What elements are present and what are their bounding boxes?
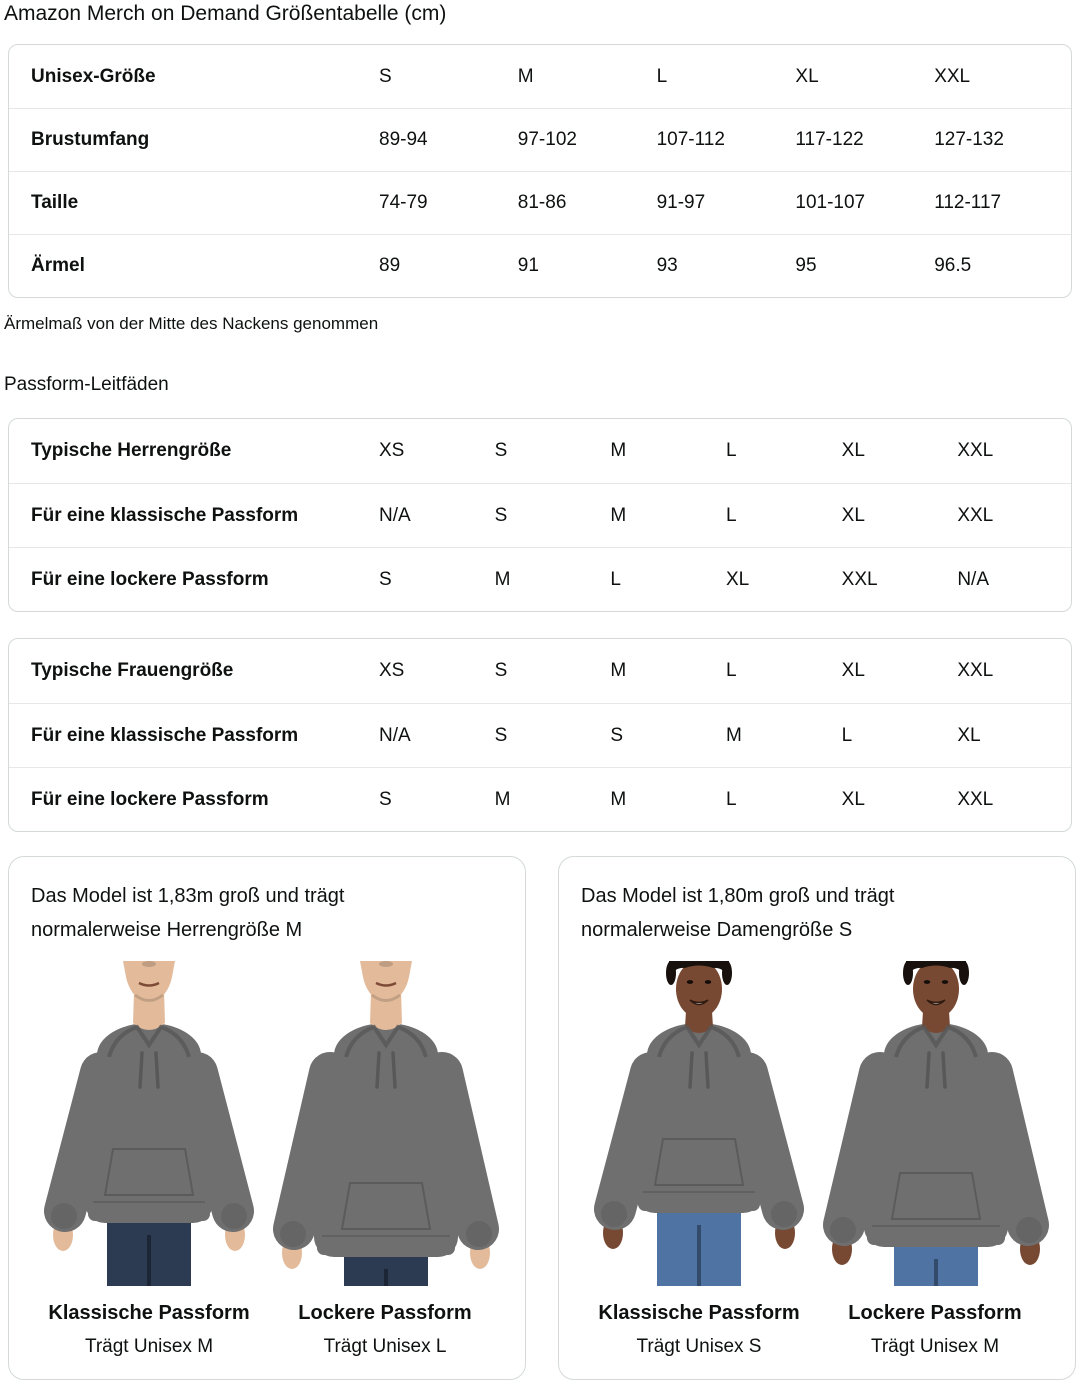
row-label: Für eine klassische Passform	[31, 504, 299, 526]
womens-fit-table	[8, 638, 1072, 832]
fit-size-value: M	[494, 788, 511, 810]
model-cards-section	[8, 856, 1072, 1380]
female-model-card	[558, 856, 1076, 1380]
fit-size-value: XS	[379, 660, 405, 681]
fit-label: Lockere Passform	[848, 1302, 1022, 1324]
measurement-value: 112-117	[934, 192, 1002, 213]
model-photo-classic-fit	[31, 961, 266, 1286]
row-label: Für eine lockere Passform	[31, 568, 269, 590]
measurement-value: 89	[379, 255, 401, 276]
fit-size-value: XL	[841, 440, 865, 461]
unisex-size-table	[8, 44, 1072, 298]
fit-size-value: M	[610, 504, 627, 526]
fit-size-value: N/A	[957, 568, 990, 590]
fit-size-value: N/A	[379, 504, 411, 526]
size-col-header: M	[517, 65, 534, 87]
fit-size-value: L	[725, 504, 737, 526]
row-label: Unisex-Größe	[31, 65, 156, 87]
fit-size-value: L	[841, 724, 853, 746]
measurement-value: 89-94	[379, 129, 428, 150]
photo-captions	[31, 1302, 503, 1358]
fit-size-value: XXL	[957, 440, 994, 461]
table-row	[9, 703, 1071, 767]
size-col-header: L	[656, 65, 668, 87]
table-row	[9, 108, 1071, 171]
worn-size-label: Trägt Unisex S	[636, 1336, 762, 1357]
measurement-value: 107-112	[656, 129, 725, 150]
worn-size-label: Trägt Unisex L	[323, 1336, 447, 1357]
measurement-value: 117-122	[795, 129, 864, 150]
fit-size-value: XXL	[957, 504, 994, 526]
fit-size-value: XL	[725, 568, 750, 590]
table-header-row	[9, 45, 1071, 108]
row-label: Typische Frauengröße	[31, 660, 234, 681]
row-label: Für eine lockere Passform	[31, 788, 269, 810]
measurement-value: 81-86	[517, 192, 567, 213]
fit-size-value: XL	[841, 660, 865, 681]
male-model-card	[8, 856, 526, 1380]
fit-label: Klassische Passform	[48, 1302, 250, 1324]
fit-size-value: XXL	[957, 788, 994, 810]
model-photo-loose-fit	[818, 961, 1053, 1286]
sleeve-measure-note: Ärmelmaß von der Mitte des Nackens genommen	[4, 314, 379, 333]
fit-size-value: M	[494, 568, 511, 590]
fit-label: Lockere Passform	[298, 1302, 472, 1324]
caption-classic-fit	[581, 1302, 817, 1358]
fit-size-value: XXL	[841, 568, 878, 590]
fit-size-value: L	[725, 440, 737, 461]
worn-size-label: Trägt Unisex M	[84, 1336, 214, 1357]
measurement-value: 101-107	[795, 192, 866, 213]
table-row	[9, 171, 1071, 234]
measurement-value: 74-79	[379, 192, 428, 213]
fit-size-value: S	[494, 440, 508, 461]
fit-size-value: XL	[957, 724, 981, 746]
fit-label: Klassische Passform	[598, 1302, 800, 1324]
table-row	[9, 234, 1071, 297]
caption-loose-fit	[817, 1302, 1053, 1358]
fit-size-value: L	[610, 568, 621, 590]
fit-size-value: M	[610, 660, 627, 681]
size-col-header: S	[379, 65, 392, 87]
fit-size-value: S	[494, 660, 508, 681]
fit-guides-heading: Passform-Leitfäden	[4, 374, 169, 395]
measurement-value: 91	[517, 255, 539, 276]
row-label: Brustumfang	[31, 129, 150, 150]
fit-size-value: M	[610, 788, 627, 810]
fit-size-value: L	[725, 660, 737, 681]
fit-size-value: M	[725, 724, 742, 746]
photo-captions	[581, 1302, 1053, 1358]
measurement-value: 97-102	[517, 129, 577, 150]
fit-size-value: S	[494, 724, 508, 746]
measurement-value: 93	[656, 255, 678, 276]
fit-size-value: XL	[841, 504, 865, 526]
fit-size-value: N/A	[379, 724, 411, 746]
measurement-value: 95	[795, 255, 817, 276]
fit-size-value: XL	[841, 788, 865, 810]
fit-size-value: L	[725, 788, 737, 810]
model-photo-classic-fit	[581, 961, 816, 1286]
fit-size-value: M	[610, 440, 627, 461]
fit-size-value: S	[379, 788, 392, 810]
row-label: Ärmel	[31, 255, 85, 276]
caption-classic-fit	[31, 1302, 267, 1358]
model-description: Das Model ist 1,83m groß und trägt normalerweise Herrengröße M	[31, 885, 345, 941]
size-col-header: XL	[795, 65, 819, 87]
fit-size-value: S	[494, 504, 508, 526]
model-description: Das Model ist 1,80m groß und trägt normalerweise Damengröße S	[581, 885, 895, 941]
table-row	[9, 483, 1071, 547]
fit-size-value: S	[610, 724, 624, 746]
table-row	[9, 419, 1071, 483]
model-photos	[581, 961, 1053, 1286]
row-label: Für eine klassische Passform	[31, 724, 299, 746]
page-title: Amazon Merch on Demand Größentabelle (cm)	[4, 2, 447, 25]
size-col-header: XXL	[934, 65, 971, 87]
row-label: Typische Herrengröße	[31, 440, 232, 461]
fit-size-value: XXL	[957, 660, 994, 681]
measurement-value: 127-132	[934, 129, 1004, 150]
mens-fit-table	[8, 418, 1072, 612]
table-row	[9, 547, 1071, 611]
fit-size-value: S	[379, 568, 392, 590]
model-photos	[31, 961, 503, 1286]
row-label: Taille	[31, 192, 79, 213]
caption-loose-fit	[267, 1302, 503, 1358]
table-row	[9, 639, 1071, 703]
worn-size-label: Trägt Unisex M	[870, 1336, 1000, 1357]
measurement-value: 91-97	[656, 192, 706, 213]
table-row	[9, 767, 1071, 831]
fit-size-value: XS	[379, 440, 405, 461]
measurement-value: 96.5	[934, 255, 972, 276]
model-photo-loose-fit	[268, 961, 503, 1286]
